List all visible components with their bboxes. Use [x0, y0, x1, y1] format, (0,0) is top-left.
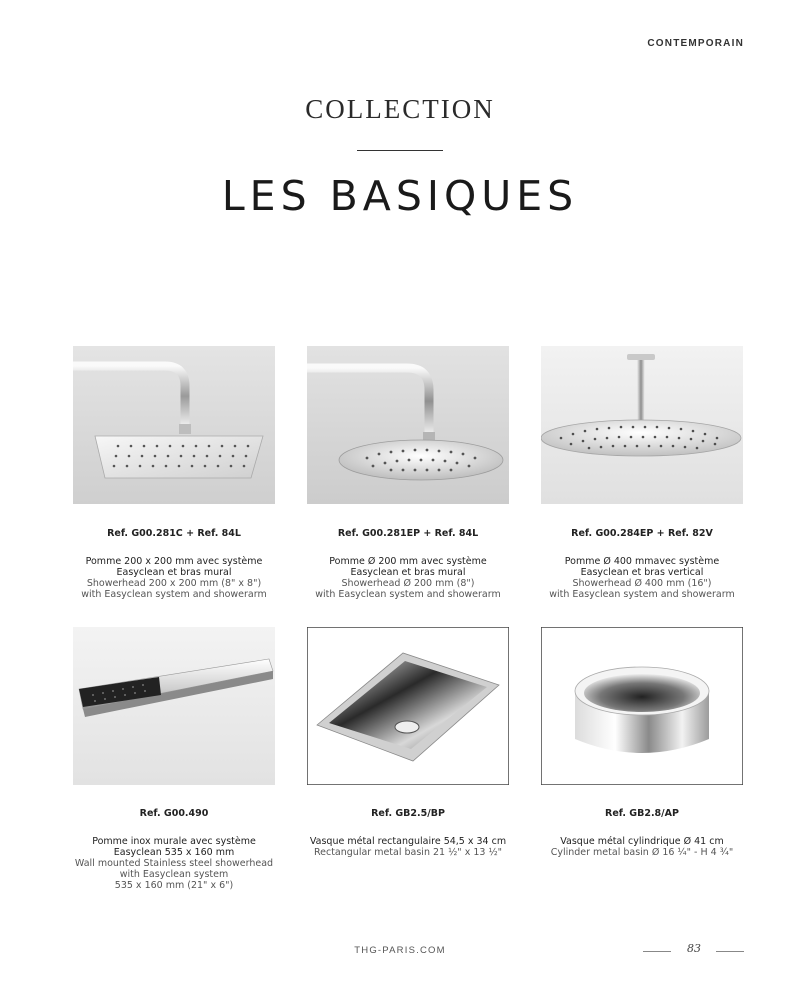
product-description-fr: Easyclean et bras vertical: [580, 567, 704, 578]
product-caption-1: [54, 528, 294, 600]
product-description-fr: Easyclean et bras mural: [350, 567, 466, 578]
product-description-en: Wall mounted Stainless steel showerhead: [74, 858, 274, 869]
page-title: LES BASIQUES: [221, 172, 579, 220]
product-description-fr: Vasque métal cylindrique Ø 41 cm: [560, 836, 724, 847]
product-caption-5: [288, 808, 528, 858]
product-ref: Ref. GB2.5/BP: [371, 808, 445, 819]
product-ref: Ref. G00.490: [139, 808, 209, 819]
product-description-fr: Easyclean et bras mural: [116, 567, 232, 578]
product-description-en: with Easyclean system and showerarm: [315, 589, 501, 600]
round-showerhead-icon: [307, 346, 509, 504]
product-ref: Ref. GB2.8/AP: [605, 808, 679, 819]
square-showerhead-icon: [73, 346, 275, 504]
footer-divider-left: [643, 951, 671, 952]
product-description-fr: Pomme Ø 200 mm avec système: [329, 556, 487, 567]
product-description-fr: Pomme inox murale avec système: [92, 836, 256, 847]
collection-label: COLLECTION: [305, 94, 495, 124]
product-ref: Ref. G00.281C + Ref. 84L: [107, 528, 241, 539]
product-caption-6: [522, 808, 762, 858]
category-label: CONTEMPORAIN: [647, 38, 744, 49]
cylinder-basin-icon: [541, 627, 743, 785]
product-description-en: Showerhead Ø 400 mm (16"): [572, 578, 712, 589]
product-description-fr: Easyclean 535 x 160 mm: [113, 847, 235, 858]
wall-showerhead-icon: [73, 627, 275, 785]
product-description-en: with Easyclean system and showerarm: [81, 589, 267, 600]
footer-divider-right: [716, 951, 744, 952]
product-caption-2: [288, 528, 528, 600]
product-description-en: with Easyclean system: [119, 869, 229, 880]
product-ref: Ref. G00.281EP + Ref. 84L: [337, 528, 479, 539]
product-description-en: with Easyclean system and showerarm: [549, 589, 735, 600]
product-description-fr: Pomme Ø 400 mmavec système: [564, 556, 720, 567]
product-description-en: 535 x 160 mm (21" x 6"): [114, 880, 234, 891]
footer-website: THG-PARIS.COM: [354, 945, 446, 956]
product-caption-3: [522, 528, 762, 600]
product-description-en: Showerhead 200 x 200 mm (8" x 8"): [86, 578, 262, 589]
product-description-en: Rectangular metal basin 21 ½" x 13 ½": [313, 847, 503, 858]
ceiling-showerhead-icon: [541, 346, 743, 504]
page-number: 83: [687, 942, 701, 955]
product-description-fr: Pomme 200 x 200 mm avec système: [85, 556, 263, 567]
rectangular-basin-icon: [307, 627, 509, 785]
product-description-en: Showerhead Ø 200 mm (8"): [341, 578, 475, 589]
product-description-en: Cylinder metal basin Ø 16 ¼" - H 4 ¾": [550, 847, 734, 858]
product-description-fr: Vasque métal rectangulaire 54,5 x 34 cm: [309, 836, 507, 847]
title-divider: [357, 150, 443, 151]
product-ref: Ref. G00.284EP + Ref. 82V: [571, 528, 713, 539]
product-caption-4: [54, 808, 294, 891]
